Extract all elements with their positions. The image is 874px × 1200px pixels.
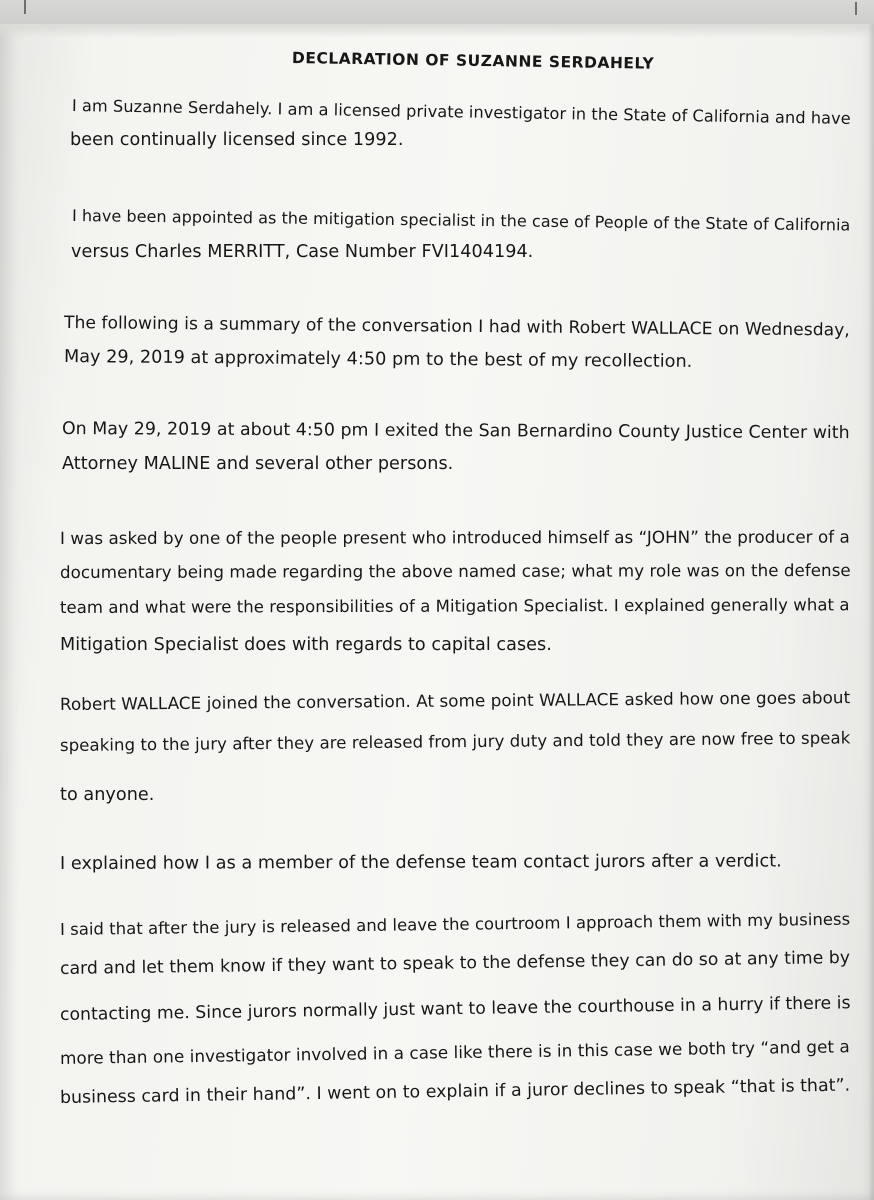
paragraph-2-line-1: I have been appointed as the mitigation specialist in the case of People of the State of California bbox=[71, 206, 851, 235]
paragraph-8-line-2: card and let them know if they want to speak to the defense they can do so at any time by bbox=[59, 947, 851, 979]
paragraph-6-line-2: speaking to the jury after they are released from jury duty and told they are now free to speak bbox=[59, 728, 851, 755]
paragraph-3-line-2: May 29, 2019 at approximately 4:50 pm to the best of my recollection. bbox=[63, 347, 693, 372]
paragraph-5-line-1: I was asked by one of the people present who introduced himself as “JOHN” the producer of a bbox=[59, 526, 850, 548]
paragraph-6-line-3: to anyone. bbox=[60, 785, 155, 805]
paragraph-8-line-3: contacting me. Since jurors normally just want to leave the courthouse in a hurry if there is bbox=[59, 993, 851, 1025]
paragraph-1-line-2: been continually licensed since 1992. bbox=[70, 130, 404, 150]
paragraph-5-line-2: documentary being made regarding the above named case; what my role was on the defense bbox=[59, 560, 851, 582]
paragraph-8-line-5: business card in their hand”. I went on to explain if a juror declines to speak “that is that”. bbox=[59, 1075, 851, 1108]
paragraph-6-line-1: Robert WALLACE joined the conversation. At some point WALLACE asked how one goes about bbox=[59, 687, 851, 714]
paragraph-8-line-1: I said that after the jury is released and leave the courtroom I approach them with my business bbox=[59, 909, 851, 939]
paragraph-7-line-1: I explained how I as a member of the defense team contact jurors after a verdict. bbox=[59, 851, 782, 874]
document-title: DECLARATION OF SUZANNE SERDAHELY bbox=[291, 49, 655, 73]
paragraph-8-line-4: more than one investigator involved in a case like there is in this case we both try “and get a bbox=[59, 1036, 850, 1068]
paragraph-5-line-4: Mitigation Specialist does with regards to capital cases. bbox=[60, 635, 552, 655]
paragraph-1-line-1: I am Suzanne Serdahely. I am a licensed private investigator in the State of California and have bbox=[71, 96, 851, 128]
paragraph-4-line-1: On May 29, 2019 at about 4:50 pm I exited the San Bernardino County Justice Center with bbox=[61, 419, 850, 444]
paragraph-4-line-2: Attorney MALINE and several other persons. bbox=[62, 454, 454, 474]
paragraph-2-line-2: versus Charles MERRITT, Case Number FVI1404194. bbox=[71, 242, 534, 262]
paragraph-3-line-1: The following is a summary of the conversation I had with Robert WALLACE on Wednesday, bbox=[63, 313, 850, 341]
paragraph-5-line-3: team and what were the responsibilities of a Mitigation Specialist. I explained generally what a bbox=[59, 595, 850, 617]
